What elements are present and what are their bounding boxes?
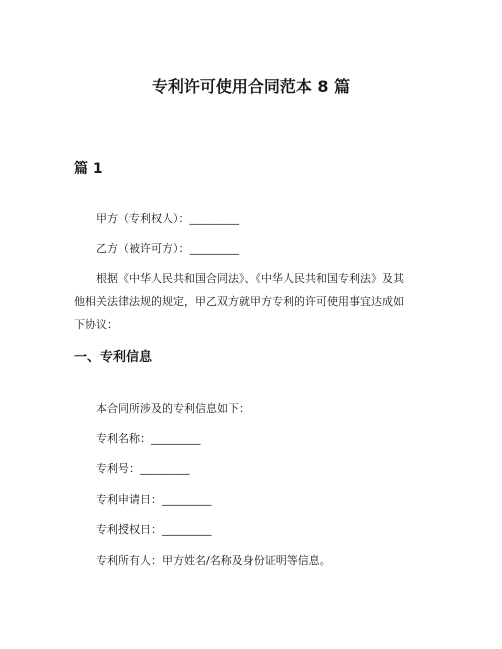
clause-1-intro: 本合同所涉及的专利信息如下： — [96, 402, 250, 415]
preamble-line-1: 根据《中华人民共和国合同法》、《中华人民共和国专利法》及其 — [96, 272, 404, 285]
document-title: 专利许可使用合同范本 8 篇 — [151, 77, 351, 96]
clause-1-heading: 一、专利信息 — [74, 350, 153, 365]
patent-owner-line: 专利所有人：甲方姓名/名称及身份证明等信息。 — [96, 554, 331, 567]
patent-name-line: 专利名称：_________ — [96, 432, 201, 445]
preamble-line-2: 他相关法律法规的规定，甲乙双方就甲方专利的许可使用事宜达成如 — [74, 295, 404, 308]
party-b-line: 乙方（被许可方）：_________ — [96, 242, 239, 255]
patent-number-line: 专利号：_________ — [96, 462, 190, 475]
party-a-line: 甲方（专利权人）：_________ — [96, 212, 239, 225]
application-date-line: 专利申请日：_________ — [96, 493, 212, 506]
section-heading: 篇 1 — [74, 161, 103, 177]
grant-date-line: 专利授权日：_________ — [96, 523, 212, 536]
preamble-line-3: 下协议： — [74, 318, 118, 331]
